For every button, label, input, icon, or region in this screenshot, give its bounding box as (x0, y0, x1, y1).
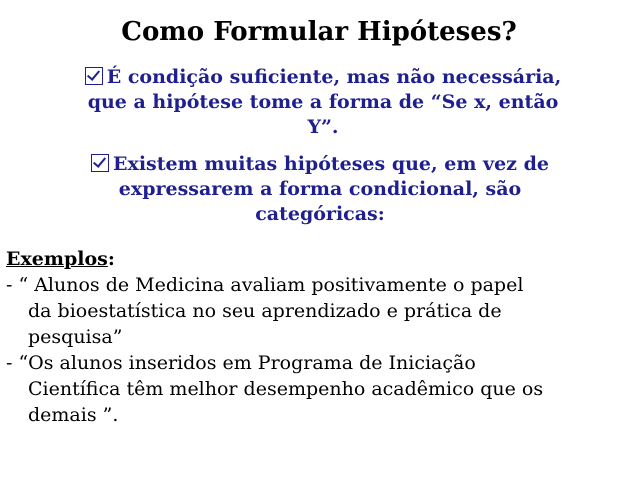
example-item (6, 350, 632, 428)
bullet-categorical-hypotheses (40, 152, 600, 227)
example-line: demais ”. (28, 404, 119, 426)
checkbox-icon (85, 67, 103, 85)
bullet-text: Existem muitas hipóteses que, em vez de (113, 153, 549, 175)
example-line: Científica têm melhor desempenho acadêmico que os (28, 378, 544, 400)
bullet-line: Y”. (307, 116, 339, 138)
example-line: da bioestatística no seu aprendizado e prática de (28, 300, 502, 322)
bullet-sufficient-condition (28, 65, 618, 140)
example-item (6, 272, 632, 350)
bullet-line (28, 65, 618, 90)
checkbox-icon (91, 154, 109, 172)
examples-heading: Exemplos (6, 248, 108, 270)
examples-section (6, 246, 632, 428)
bullet-line (40, 152, 600, 177)
example-line: - “Os alunos inseridos em Programa de Iniciação (6, 352, 476, 374)
example-line: - “ Alunos de Medicina avaliam positivamente o papel (6, 274, 524, 296)
bullet-line: expressarem a forma condicional, são (118, 178, 522, 200)
bullet-line: categóricas: (255, 203, 385, 225)
example-line: pesquisa” (28, 326, 123, 348)
examples-heading-colon: : (107, 248, 115, 270)
bullet-line: que a hipótese tome a forma de “Se x, então (87, 91, 559, 113)
page-title: Como Formular Hipóteses? (121, 17, 517, 47)
bullet-text: É condição suficiente, mas não necessária, (106, 66, 562, 88)
examples-heading-wrap (6, 246, 632, 272)
